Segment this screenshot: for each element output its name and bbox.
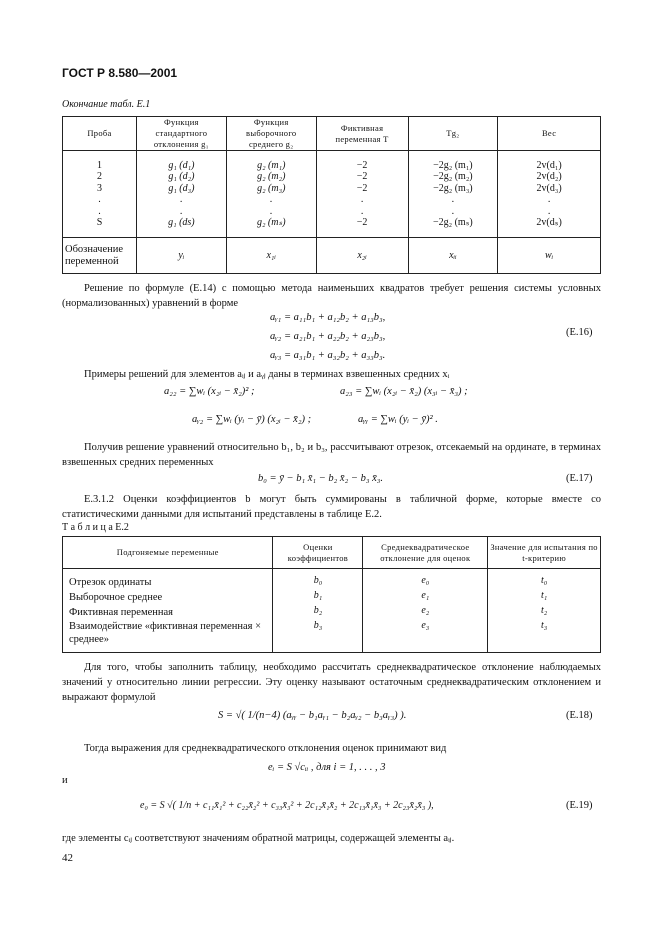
conjunction-and: и	[62, 775, 68, 786]
col-Tg2: −2g₂ (m₁) −2g₂ (m₂) −2g₂ (m₃) . . −2g₂ (mₛ)	[408, 151, 498, 238]
col-g2: g₂ (m₁) g₂ (m₂) g₂ (m₃) . . g₂ (mₛ)	[226, 151, 316, 238]
th-proba: Проба	[63, 117, 137, 151]
paragraph-4: E.3.1.2 Оценки коэффициентов b могут быть суммированы в табличной форме, которые вместе со статистическими данными для испытаний представлены в таблице E.2.	[62, 494, 601, 520]
var-x3: xᵢᵢ	[408, 238, 498, 274]
th-coef-estimates: Оценки коэффициентов	[273, 537, 363, 569]
th-weight: Вес	[498, 117, 601, 151]
th-t-test: Значение для испытания по t-критерию	[488, 537, 601, 569]
page-number: 42	[62, 852, 73, 864]
col-e: e₀ e₁ e₂ e₃	[363, 569, 488, 653]
col-proba: 1 2 3 . . S	[63, 151, 137, 238]
example-ay2: aᵧ₂ = ∑wᵢ (yᵢ − ȳ) (x₂ᵢ − x̄₂) ;	[192, 414, 312, 425]
th-Tg2: Tg₂	[408, 117, 498, 151]
th-T: Фиктивная переменная T	[316, 117, 408, 151]
document-header: ГОСТ Р 8.580—2001	[62, 66, 178, 80]
example-a22: a₂₂ = ∑wᵢ (x₂ᵢ − x̄₂)² ;	[164, 386, 255, 397]
equation-e16: aᵧ₁ = a₁₁b₁ + a₁₂b₂ + a₁₃b₃, aᵧ₂ = a₂₁b₁ + a₂₂b₂ + a₂₃b₃, aᵧ₃ = a₃₁b₁ + a₃₂b₂ + a₃₃b₃.	[270, 312, 386, 361]
col-b: b₀ b₁ b₂ b₃	[273, 569, 363, 653]
var-x1: x₁ᵢ	[226, 238, 316, 274]
row-designation-label: Обозначение переменной	[63, 238, 137, 274]
paragraph-6: Тогда выражения для среднеквадратического отклонения оценок принимают вид	[84, 743, 447, 754]
col-g1: g₁ (d₁) g₁ (d₂) g₁ (d₃) . . g₁ (ds)	[136, 151, 226, 238]
equation-e19: e₀ = S √( 1/n + c₁₁x̄₁² + c₂₂x̄₂² + c₃₃x̄₃² + 2c₁₂x̄₁x̄₂ + 2c₁₃x̄₁x̄₃ + 2c₂₃x̄₂x̄₃ ),	[140, 800, 434, 811]
paragraph-7: где элементы cᵢⱼ соответствуют значениям обратной матрицы, содержащей элементы aᵢⱼ.	[62, 833, 455, 844]
equation-e18: S = √( 1/(n−4) (aᵧᵧ − b₁aᵧ₁ − b₂aᵧ₂ − b₃aᵧ₃) ).	[218, 710, 407, 721]
table-e1	[62, 116, 601, 274]
col-T: −2 −2 −2 . . −2	[316, 151, 408, 238]
var-x2: x₂ᵢ	[316, 238, 408, 274]
th-std-dev: Среднеквадратическое отклонение для оценок	[363, 537, 488, 569]
col-weight: 2v(d₁) 2v(d₂) 2v(d₃) . . 2v(dₛ)	[498, 151, 601, 238]
var-w: wᵢ	[498, 238, 601, 274]
paragraph-1: Решение по формуле (E.14) с помощью метода наименьших квадратов требует решения системы условных (нормализованных) уравнений в форме	[62, 283, 601, 309]
var-y: yᵢ	[136, 238, 226, 274]
example-ayy: aᵧᵧ = ∑wᵢ (yᵢ − ȳ)² .	[358, 414, 438, 425]
equation-e17: b₀ = ȳ − b₁ x̄₁ − b₂ x̄₂ − b₃ x̄₃.	[258, 473, 384, 484]
paragraph-5: Для того, чтобы заполнить таблицу, необходимо рассчитать среднеквадратическое отклонение наблюдаемых значений y относительно линии регрессии. Эту оценку называют остаточным среднеквадратическим отклонением и выражают формулой	[62, 662, 601, 703]
paragraph-3: Получив решение уравнений относительно b₁, b₂ и b₃, рассчитывают отрезок, отсекаемый на ординате, в терминах взвешенных средних переменных	[62, 442, 601, 468]
paragraph-2: Примеры решений для элементов aᵢⱼ и aᵧⱼ даны в терминах взвешенных средних xᵢ	[84, 369, 450, 380]
equation-ei: eᵢ = S √cᵢᵢ , для i = 1, . . . , 3	[268, 762, 386, 773]
th-fitted-variables: Подгоняемые переменные	[63, 537, 273, 569]
col-t: t₀ t₁ t₂ t₃	[488, 569, 601, 653]
table-e2	[62, 536, 601, 653]
equation-e16-number: (E.16)	[566, 327, 593, 338]
equation-e18-number: (E.18)	[566, 710, 593, 721]
table2-caption: Т а б л и ц а E.2	[62, 522, 129, 533]
equation-e19-number: (E.19)	[566, 800, 593, 811]
table1-caption: Окончание табл. Е.1	[62, 99, 151, 110]
col-variables: Отрезок ординаты Выборочное среднее Фиктивная переменная Взаимодействие «фиктивная переменная × среднее»	[63, 569, 273, 653]
example-a23: a₂₃ = ∑wᵢ (x₂ᵢ − x̄₂) (x₃ᵢ − x̄₃) ;	[340, 386, 468, 397]
equation-e17-number: (E.17)	[566, 473, 593, 484]
th-g1: Функция стандартного отклонения g₁	[136, 117, 226, 151]
th-g2: Функция выборочного среднего g₂	[226, 117, 316, 151]
